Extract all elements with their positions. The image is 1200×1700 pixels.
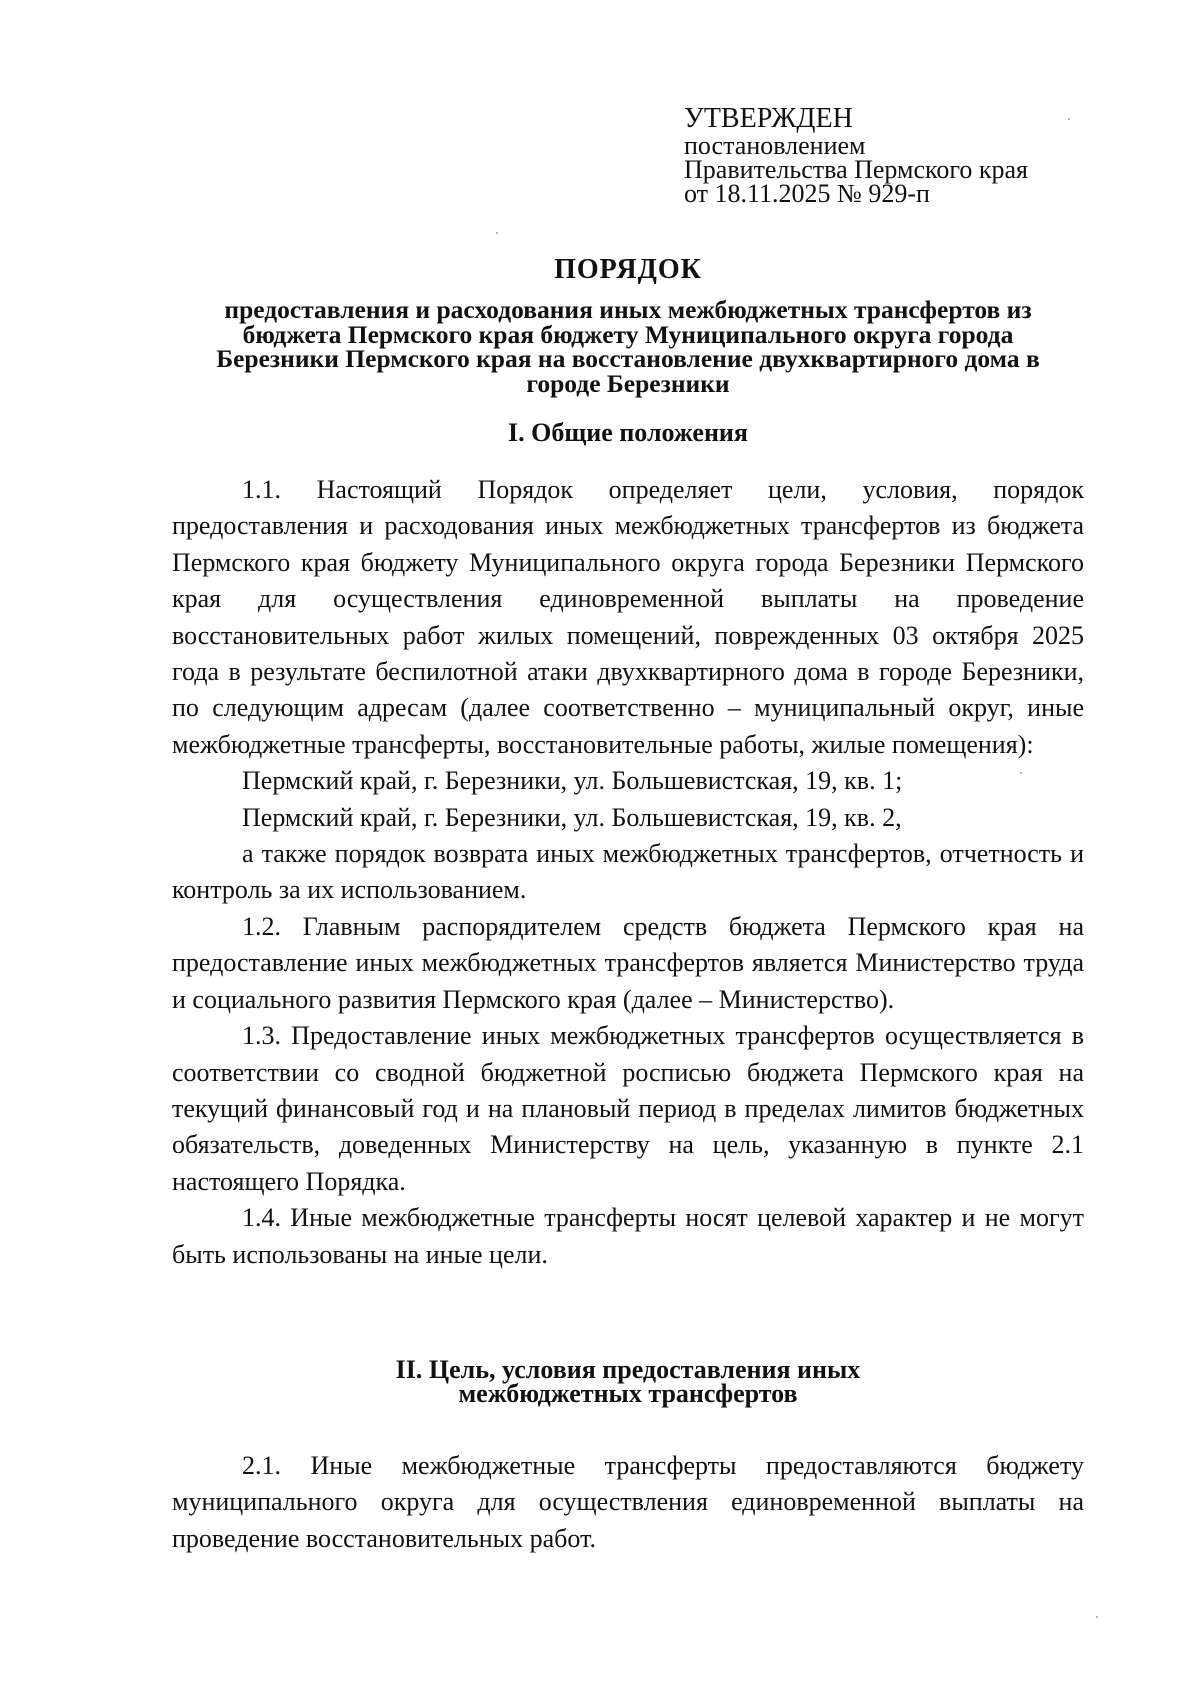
address-1: Пермский край, г. Березники, ул. Большевистская, 19, кв. 1; [242,766,903,796]
section-2-heading-line-1: II. Цель, условия предоставления иных [395,1355,861,1384]
scan-speck [496,232,498,234]
section-2-heading-line-2: межбюджетных трансфертов [458,1379,798,1408]
approval-stamp [684,104,1124,206]
paragraph-1-1: 1.1. Настоящий Порядок определяет цели, условия, порядок предоставления и расходования иных межбюджетных трансфертов из бюджета Пермского края бюджету Муниципального округа города Березники Пермского края для осуществления единовременной выплаты на проведение восстановительных работ жилых помещений, поврежденных 03 октября 2025 года в результате беспилотной атаки двухквартирного дома в городе Березники, по следующим адресам (далее соответственно – муниципальный округ, иные межбюджетные трансферты, восстановительные работы, жилые помещения): [172,475,1084,759]
document-subtitle: предоставления и расходования иных межбюджетных трансфертов из бюджета Пермского края бюджету Муниципального округа города Березники Пермского края на восстановление двухквартирного дома в городе Березники [216,295,1040,398]
section-2-body [172,1448,1084,1557]
scan-speck [1020,772,1022,774]
scan-speck [1096,1616,1098,1618]
approval-line-3: Правительства Пермского края [684,155,1028,184]
document-title: ПОРЯДОК [554,254,702,285]
approval-line-4: от 18.11.2025 № 929-п [684,179,930,208]
section-2-heading [180,1355,1076,1408]
paragraph-2-1: 2.1. Иные межбюджетные трансферты предоставляются бюджету муниципального округа для осуществления единовременной выплаты на проведение восстановительных работ. [172,1451,1084,1553]
section-1-body [172,472,1084,1273]
paragraph-1-1-continued: а также порядок возврата иных межбюджетных трансфертов, отчетность и контроль за их использованием. [172,839,1084,905]
approval-line-2: постановлением [684,131,866,160]
paragraph-1-3: 1.3. Предоставление иных межбюджетных трансфертов осуществляется в соответствии со сводной бюджетной росписью бюджета Пермского края на текущий финансовый год и на плановый период в пределах лимитов бюджетных обязательств, доведенных Министерству на цель, указанную в пункте 2.1 настоящего Порядка. [172,1021,1084,1196]
approval-line-1: УТВЕРЖДЕН [684,103,853,134]
paragraph-1-4: 1.4. Иные межбюджетные трансферты носят целевой характер и не могут быть использованы на иные цели. [172,1203,1084,1269]
address-2: Пермский край, г. Березники, ул. Большевистская, 19, кв. 2, [242,802,902,832]
section-1-heading: I. Общие положения [508,418,748,447]
paragraph-1-2: 1.2. Главным распорядителем средств бюджета Пермского края на предоставление иных межбюджетных трансфертов является Министерство труда и социального развития Пермского края (далее – Министерство). [172,911,1084,1014]
scan-speck [1068,118,1070,120]
